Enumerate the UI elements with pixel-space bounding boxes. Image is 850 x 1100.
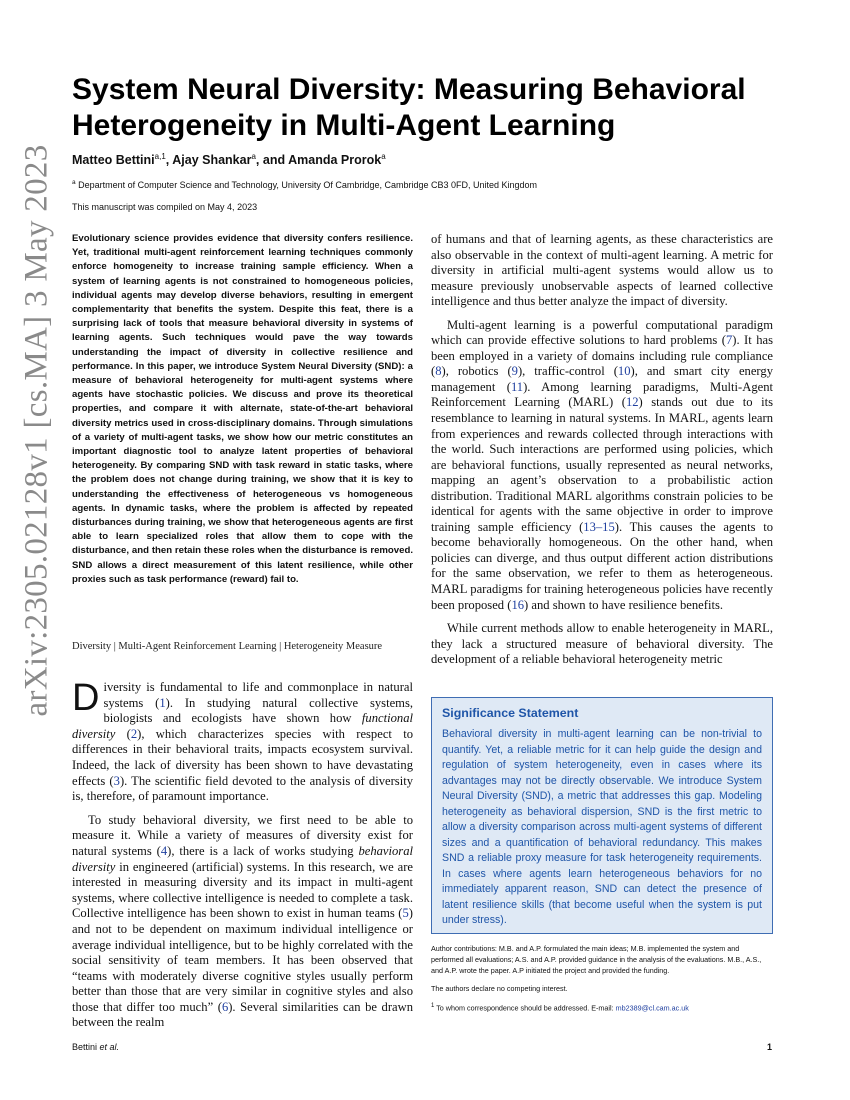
body-text: ). It has been employed in a variety of domains including rule compliance ( — [431, 333, 773, 379]
author-name: Matteo Bettini — [72, 153, 155, 168]
citation-link[interactable]: 6 — [221, 999, 229, 1014]
body-text: ). Several similarities can be drawn between the realm — [72, 999, 413, 1030]
citation-link[interactable]: 4 — [160, 843, 168, 858]
citation-link[interactable]: 9 — [511, 364, 518, 379]
arxiv-stamp-text: arXiv:2305.02128v1 [cs.MA] 3 May 2023 — [18, 143, 55, 717]
intro-paragraph-2-text — [72, 813, 413, 1030]
citation-link[interactable]: 10 — [617, 364, 631, 379]
citation-link[interactable]: 13–15 — [583, 519, 615, 534]
author-affiliation-mark: a — [251, 152, 256, 161]
body-text: ). The scientific field devoted to the analysis of diversity is, therefore, of paramount importance. — [72, 773, 414, 804]
right-paragraph-1-text — [431, 232, 773, 308]
body-text: ), traffic-control ( — [517, 364, 618, 379]
footer-authors — [72, 1042, 119, 1052]
right-column-text — [431, 232, 773, 676]
affiliation-text: Department of Computer Science and Technology, University Of Cambridge, Cambridge CB3 0FD, United Kingdom — [78, 180, 538, 190]
body-text: ), there is a lack of works studying — [167, 843, 359, 858]
right-paragraph-3 — [431, 621, 773, 668]
paper-title: System Neural Diversity: Measuring Behavioral Heterogeneity in Multi-Agent Learning — [72, 73, 746, 142]
body-text: of humans and that of learning agents, as these characteristics are also observable in the context of multi-agent learning. A metric for diversity in artificial multi-agent systems would allow us to measure previously unobservable aspects of learned collective intelligence and thus better analyze the impact of diversity. — [431, 232, 773, 309]
citation-link[interactable]: 2 — [130, 726, 138, 741]
significance-title: Significance Statement — [442, 706, 579, 720]
correspondence-mark: 1 — [431, 1003, 435, 1009]
significance-body: Behavioral diversity in multi-agent learning can be non-trivial to quantify. Yet, a reliable metric for it can help guide the design and regulation of system heterogeneity, even in cases where its advantages may not be directly observable. We introduce System Neural Diversity (SND), a metric that addresses this gap. Modeling heterogeneity as behavioral dispersion, SND is the first metric to allow a diversity comparison across multi-agent systems of different sizes and a quantification of behavioral redundancy. This makes SND a reliable proxy measure for task heterogeneity requirements. In cases where agents learn heterogeneous behaviors for no immediately apparent reason, SND can detect the presence of latent resilience skills (that become useful when the system is put under stress). — [442, 728, 762, 926]
introduction-column — [72, 677, 414, 1039]
citation-link[interactable]: 12 — [625, 395, 639, 410]
author-separator: , — [165, 153, 173, 168]
intro-paragraph-2 — [72, 813, 413, 1031]
emphasis-text: functional diversity — [72, 711, 413, 741]
affiliation — [72, 179, 537, 190]
affiliation-mark: a — [72, 179, 76, 186]
body-text: ) and shown to have resilience benefits. — [524, 597, 724, 612]
author-name: Ajay Shankar — [172, 153, 252, 168]
citation-link[interactable]: 7 — [725, 333, 733, 348]
citation-link[interactable]: 5 — [402, 906, 409, 921]
body-text: ), and smart city energy management ( — [431, 364, 773, 394]
citation-link[interactable]: 1 — [159, 695, 166, 710]
competing-interests: The authors declare no competing interest. — [431, 984, 568, 993]
footnotes — [431, 943, 773, 1020]
dropcap-letter: D — [72, 677, 100, 719]
author-contributions: Author contributions: M.B. and A.P. formulated the main ideas; M.B. implemented the system and performed all evaluations; A.S. and A.P. provided guidance in the analysis of the evaluations. M.B., A.S., and A.P. wrote the paper. A.P initiated the project and provided the funding. — [431, 944, 762, 975]
right-paragraph-2-text — [431, 318, 773, 612]
body-text: To study behavioral diversity, we first need to be able to measure it. While a variety of measures of diversity exist for natural systems ( — [72, 812, 413, 858]
author-affiliation-mark: a,1 — [154, 152, 166, 161]
body-text: ). Among learning paradigms, Multi-Agent Reinforcement Learning (MARL) ( — [431, 379, 773, 410]
emphasis-text: behavioral diversity — [72, 843, 414, 874]
body-text: ) stands out due to its resemblance to learning in natural systems. In MARL, agents learn from experiences and rewards collected through interactions with the world. Such interactions are performed using policies, which are behavioral functions, usually represented as neural networks, mapping an agent’s observation to a probabilistic action distribution. Traditional MARL algorithms constrain policies to be identical for agents with the same objective in order to improve training sample efficiency ( — [431, 395, 773, 534]
body-text: ), robotics ( — [441, 364, 512, 379]
author-name: Amanda Prorok — [288, 153, 382, 168]
body-text: ). In studying natural collective systems, biologists and ecologists have shown how — [103, 695, 414, 726]
body-text: ), which characterizes species with respect to differences in their behavioral traits, impacts ecosystem survival. Indeed, the lack of diversity has been shown to have devastating effects ( — [72, 726, 414, 788]
citation-link[interactable]: 8 — [435, 364, 442, 379]
citation-link[interactable]: 16 — [511, 597, 525, 612]
author-affiliation-mark: a — [381, 152, 386, 161]
right-paragraph-2 — [431, 318, 773, 613]
correspondence-text: To whom correspondence should be addressed. E-mail: — [436, 1003, 616, 1013]
compiled-note: This manuscript was compiled on May 4, 2023 — [72, 202, 258, 212]
keywords: Diversity | Multi-Agent Reinforcement Learning | Heterogeneity Measure — [72, 641, 383, 652]
body-text: in engineered (artificial) systems. In this research, we are interested in measuring diversity and its impact in multi-agent systems, where collective intelligence is needed to complete a task. Collective intelligence has been shown to exist in human teams ( — [72, 859, 413, 921]
right-paragraph-1 — [431, 232, 773, 310]
arxiv-identifier-stamp — [12, 80, 62, 780]
correspondence-note — [431, 1001, 773, 1013]
abstract: Evolutionary science provides evidence that diversity confers resilience. Yet, traditional multi-agent reinforcement learning techniques commonly enforce homogeneity to increase training sample efficiency. When a system of learning agents is not constrained to homogeneous policies, individual agents may develop diverse behaviors, resulting in emergent complementarity that benefits the system. Despite this feat, there is a surprising lack of tools that measure behavioral diversity in systems of learning agents. Such techniques would pave the way towards understanding the impact of diversity in collective resilience and performance. In this paper, we introduce System Neural Diversity (SND): a measure of behavioral heterogeneity for multi-agent systems where agents have stochastic policies. We discuss and prove its theoretical properties, and compare it with alternate, state-of-the-art behavioral diversity metrics used in cross-disciplinary domains. Through simulations of a variety of multi-agent tasks, we show how our metric constitutes an important diagnostic tool to analyze latent properties of behavioral heterogeneity. By comparing SND with task reward in static tasks, where the problem does not change during training, we show that it is key to understanding the effectiveness of heterogeneous vs homogeneous agents. In dynamic tasks, where the problem is affected by repeated disturbances during training, we show that heterogeneous agents are first able to learn specialized roles that allow them to cope with the disturbance, and then retain these roles when the disturbance is removed. SND allows a direct measurement of this latent resilience, while other proxies such as task performance (reward) fail to. — [72, 233, 413, 585]
author-list — [72, 152, 386, 167]
significance-statement-box — [431, 697, 773, 934]
body-text: ). This causes the agents to become behaviorally homogeneous. On the other hand, when policies can diverge, and thus output different action distributions for the same observation, we refer to them as heterogeneous. MARL paradigms for training heterogeneous policies have recently been proposed ( — [431, 519, 773, 612]
footer-et-al: et al. — [99, 1042, 120, 1052]
body-text: While current methods allow to enable heterogeneity in MARL, they lack a structured measure of behavioral diversity. The development of a reliable behavioral heterogeneity metric — [431, 621, 773, 667]
intro-paragraph-1 — [72, 677, 414, 805]
right-paragraph-3-text — [431, 621, 773, 666]
body-text: iversity is fundamental to life and commonplace in natural systems ( — [103, 680, 413, 710]
page-number: 1 — [766, 1042, 772, 1052]
citation-link[interactable]: 11 — [510, 379, 524, 394]
citation-link[interactable]: 3 — [113, 773, 120, 788]
email-link[interactable]: mb2389@cl.cam.ac.uk — [615, 1003, 689, 1013]
footer-author-name: Bettini — [72, 1042, 98, 1052]
body-text: ) and not to be dependent on maximum individual intelligence or average individual intelligence, but to be highly correlated with the social sensitivity of team members. It has been observed that “teams with moderately diverse cognitive styles usually perform better than those that are very similar in cognitive styles and also those that differ too much” ( — [72, 906, 413, 1014]
intro-paragraph-1-text — [72, 677, 414, 804]
author-separator: , and — [255, 153, 289, 168]
body-text: Multi-agent learning is a powerful computational paradigm which can provide effective solutions to hard problems ( — [431, 317, 773, 348]
body-text: ( — [115, 726, 131, 741]
